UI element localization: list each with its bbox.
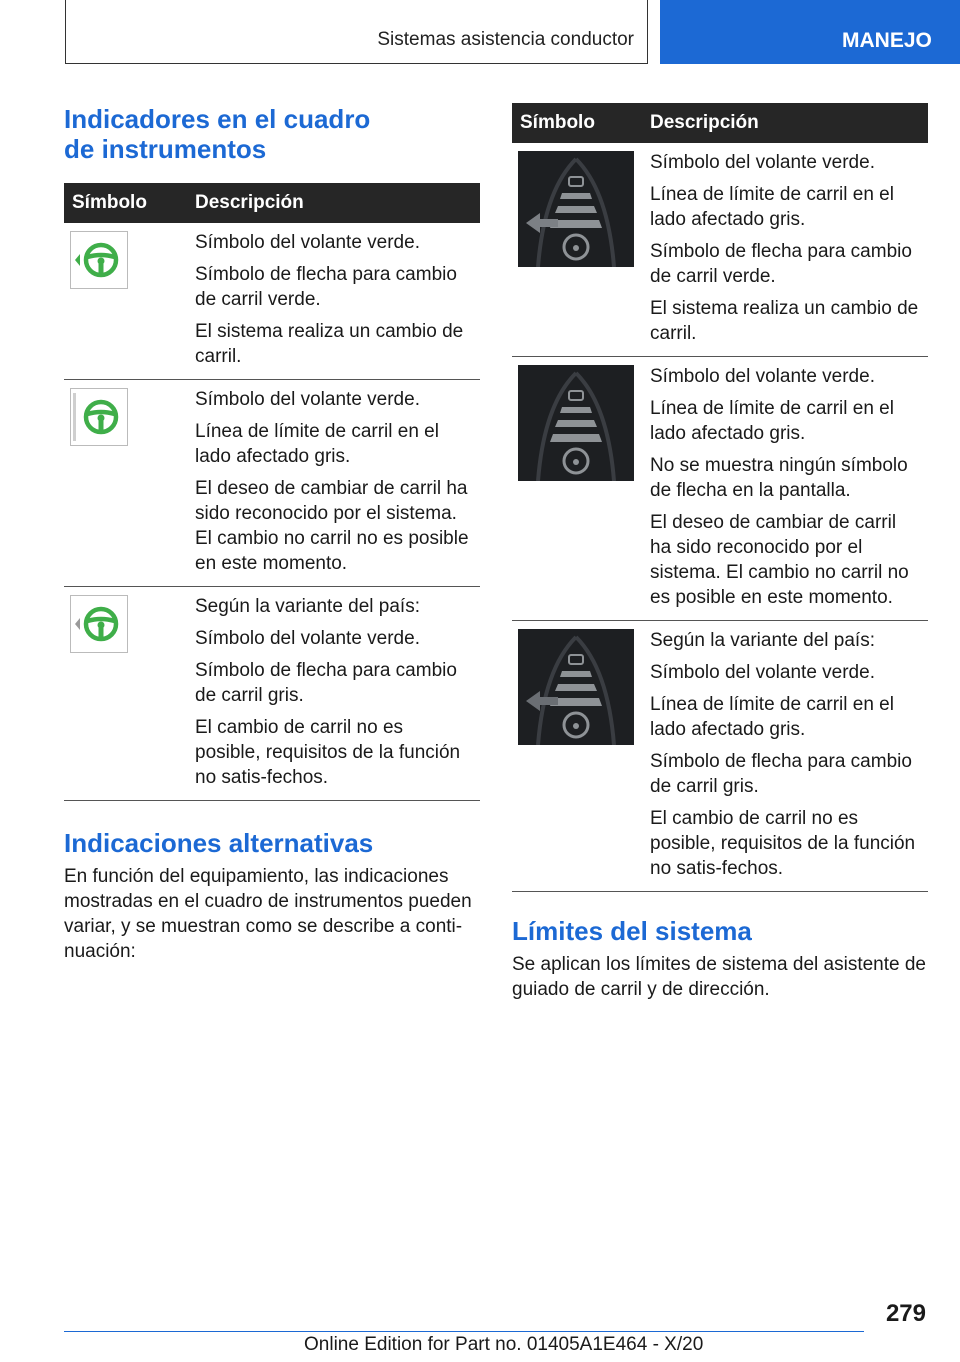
- symbol-cell: [64, 587, 187, 801]
- description-line: Símbolo de flecha para cambio de carril gris.: [195, 660, 457, 706]
- description-line: El sistema realiza un cambio de carril.: [195, 321, 464, 367]
- description-cell: [642, 621, 928, 892]
- description-line: El cambio de carril no es posible, requisitos de la función no satis‐fechos.: [650, 808, 916, 879]
- description-line: Línea de límite de carril en el lado afectado gris.: [650, 184, 894, 230]
- footer-divider: [64, 1331, 864, 1332]
- symbol-cell: [64, 223, 187, 380]
- alternative-indicator-table: [512, 103, 928, 892]
- table-row: [512, 143, 928, 357]
- section-heading-indicators: [64, 104, 480, 164]
- description-line: El cambio de carril no es posible, requisitos de la función no satis‐fechos.: [195, 717, 461, 788]
- symbol-cell: [512, 621, 642, 892]
- lane-change-display-grey-arrow-icon: [518, 629, 634, 745]
- indicator-table: [64, 183, 480, 801]
- description-line: Símbolo del volante verde.: [650, 662, 875, 683]
- edition-note: Online Edition for Part no. 01405A1E464 - X/20: [304, 1334, 704, 1355]
- page-number: 279: [885, 1300, 926, 1327]
- table-header-row: [64, 183, 480, 223]
- description-line: Símbolo del volante verde.: [650, 152, 875, 173]
- left-column: [64, 104, 480, 964]
- section-title: Sistemas asistencia conductor: [377, 29, 634, 50]
- description-line: No se muestra ningún símbolo de flecha en la pantalla.: [650, 455, 908, 501]
- section-heading-limits: Límites del sistema: [512, 916, 752, 946]
- description-line: Símbolo del volante verde.: [650, 366, 875, 387]
- chapter-title: MANEJO: [842, 29, 932, 52]
- description-line: Símbolo de flecha para cambio de carril verde.: [650, 241, 912, 287]
- alternatives-paragraph: En función del equipamiento, las indicaciones mostradas en el cuadro de instrumentos pueden variar, y se muestran como se describe a conti‐nuación:: [64, 866, 472, 962]
- description-cell: [187, 587, 480, 801]
- description-line: El deseo de cambiar de carril ha sido reconocido por el sistema. El cambio no carril no es posible en este momento.: [650, 512, 909, 608]
- description-line: Línea de límite de carril en el lado afectado gris.: [195, 421, 439, 467]
- column-header-description: Descripción: [642, 103, 928, 143]
- heading-line-2: de instrumentos: [64, 134, 267, 164]
- running-header: [65, 0, 648, 64]
- column-header-symbol: Símbolo: [64, 183, 187, 223]
- description-cell: [187, 380, 480, 587]
- description-line: El deseo de cambiar de carril ha sido reconocido por el sistema. El cambio no carril no es posible en este momento.: [195, 478, 469, 574]
- column-header-symbol: Símbolo: [512, 103, 642, 143]
- description-line: El sistema realiza un cambio de carril.: [650, 298, 919, 344]
- description-cell: [642, 143, 928, 357]
- description-line: Línea de límite de carril en el lado afectado gris.: [650, 694, 894, 740]
- green-steering-wheel-with-grey-arrow-icon: [70, 595, 128, 653]
- green-steering-wheel-with-arrow-icon: [70, 231, 128, 289]
- symbol-cell: [512, 143, 642, 357]
- description-line: Según la variante del país:: [650, 630, 875, 651]
- column-header-description: Descripción: [187, 183, 480, 223]
- description-line: Según la variante del país:: [195, 596, 420, 617]
- table-row: [512, 621, 928, 892]
- symbol-cell: [512, 357, 642, 621]
- heading-line-1: Indicadores en el cuadro: [64, 104, 371, 134]
- limits-paragraph: Se aplican los límites de sistema del asistente de guiado de carril y de dirección.: [512, 954, 926, 1000]
- lane-change-display-arrow-icon: [518, 151, 634, 267]
- table-row: [512, 357, 928, 621]
- lane-change-display-no-arrow-icon: [518, 365, 634, 481]
- description-cell: [642, 357, 928, 621]
- table-row: [64, 587, 480, 801]
- description-line: Símbolo del volante verde.: [195, 389, 420, 410]
- right-column: [512, 103, 928, 1002]
- description-line: Línea de límite de carril en el lado afectado gris.: [650, 398, 894, 444]
- chapter-tab: [660, 0, 960, 64]
- green-steering-wheel-with-grey-line-icon: [70, 388, 128, 446]
- table-header-row: [512, 103, 928, 143]
- symbol-cell: [64, 380, 187, 587]
- description-line: Símbolo de flecha para cambio de carril gris.: [650, 751, 912, 797]
- description-cell: [187, 223, 480, 380]
- table-row: [64, 380, 480, 587]
- description-line: Símbolo del volante verde.: [195, 628, 420, 649]
- section-heading-alternatives: Indicaciones alternativas: [64, 828, 374, 858]
- table-row: [64, 223, 480, 380]
- description-line: Símbolo de flecha para cambio de carril verde.: [195, 264, 457, 310]
- description-line: Símbolo del volante verde.: [195, 232, 420, 253]
